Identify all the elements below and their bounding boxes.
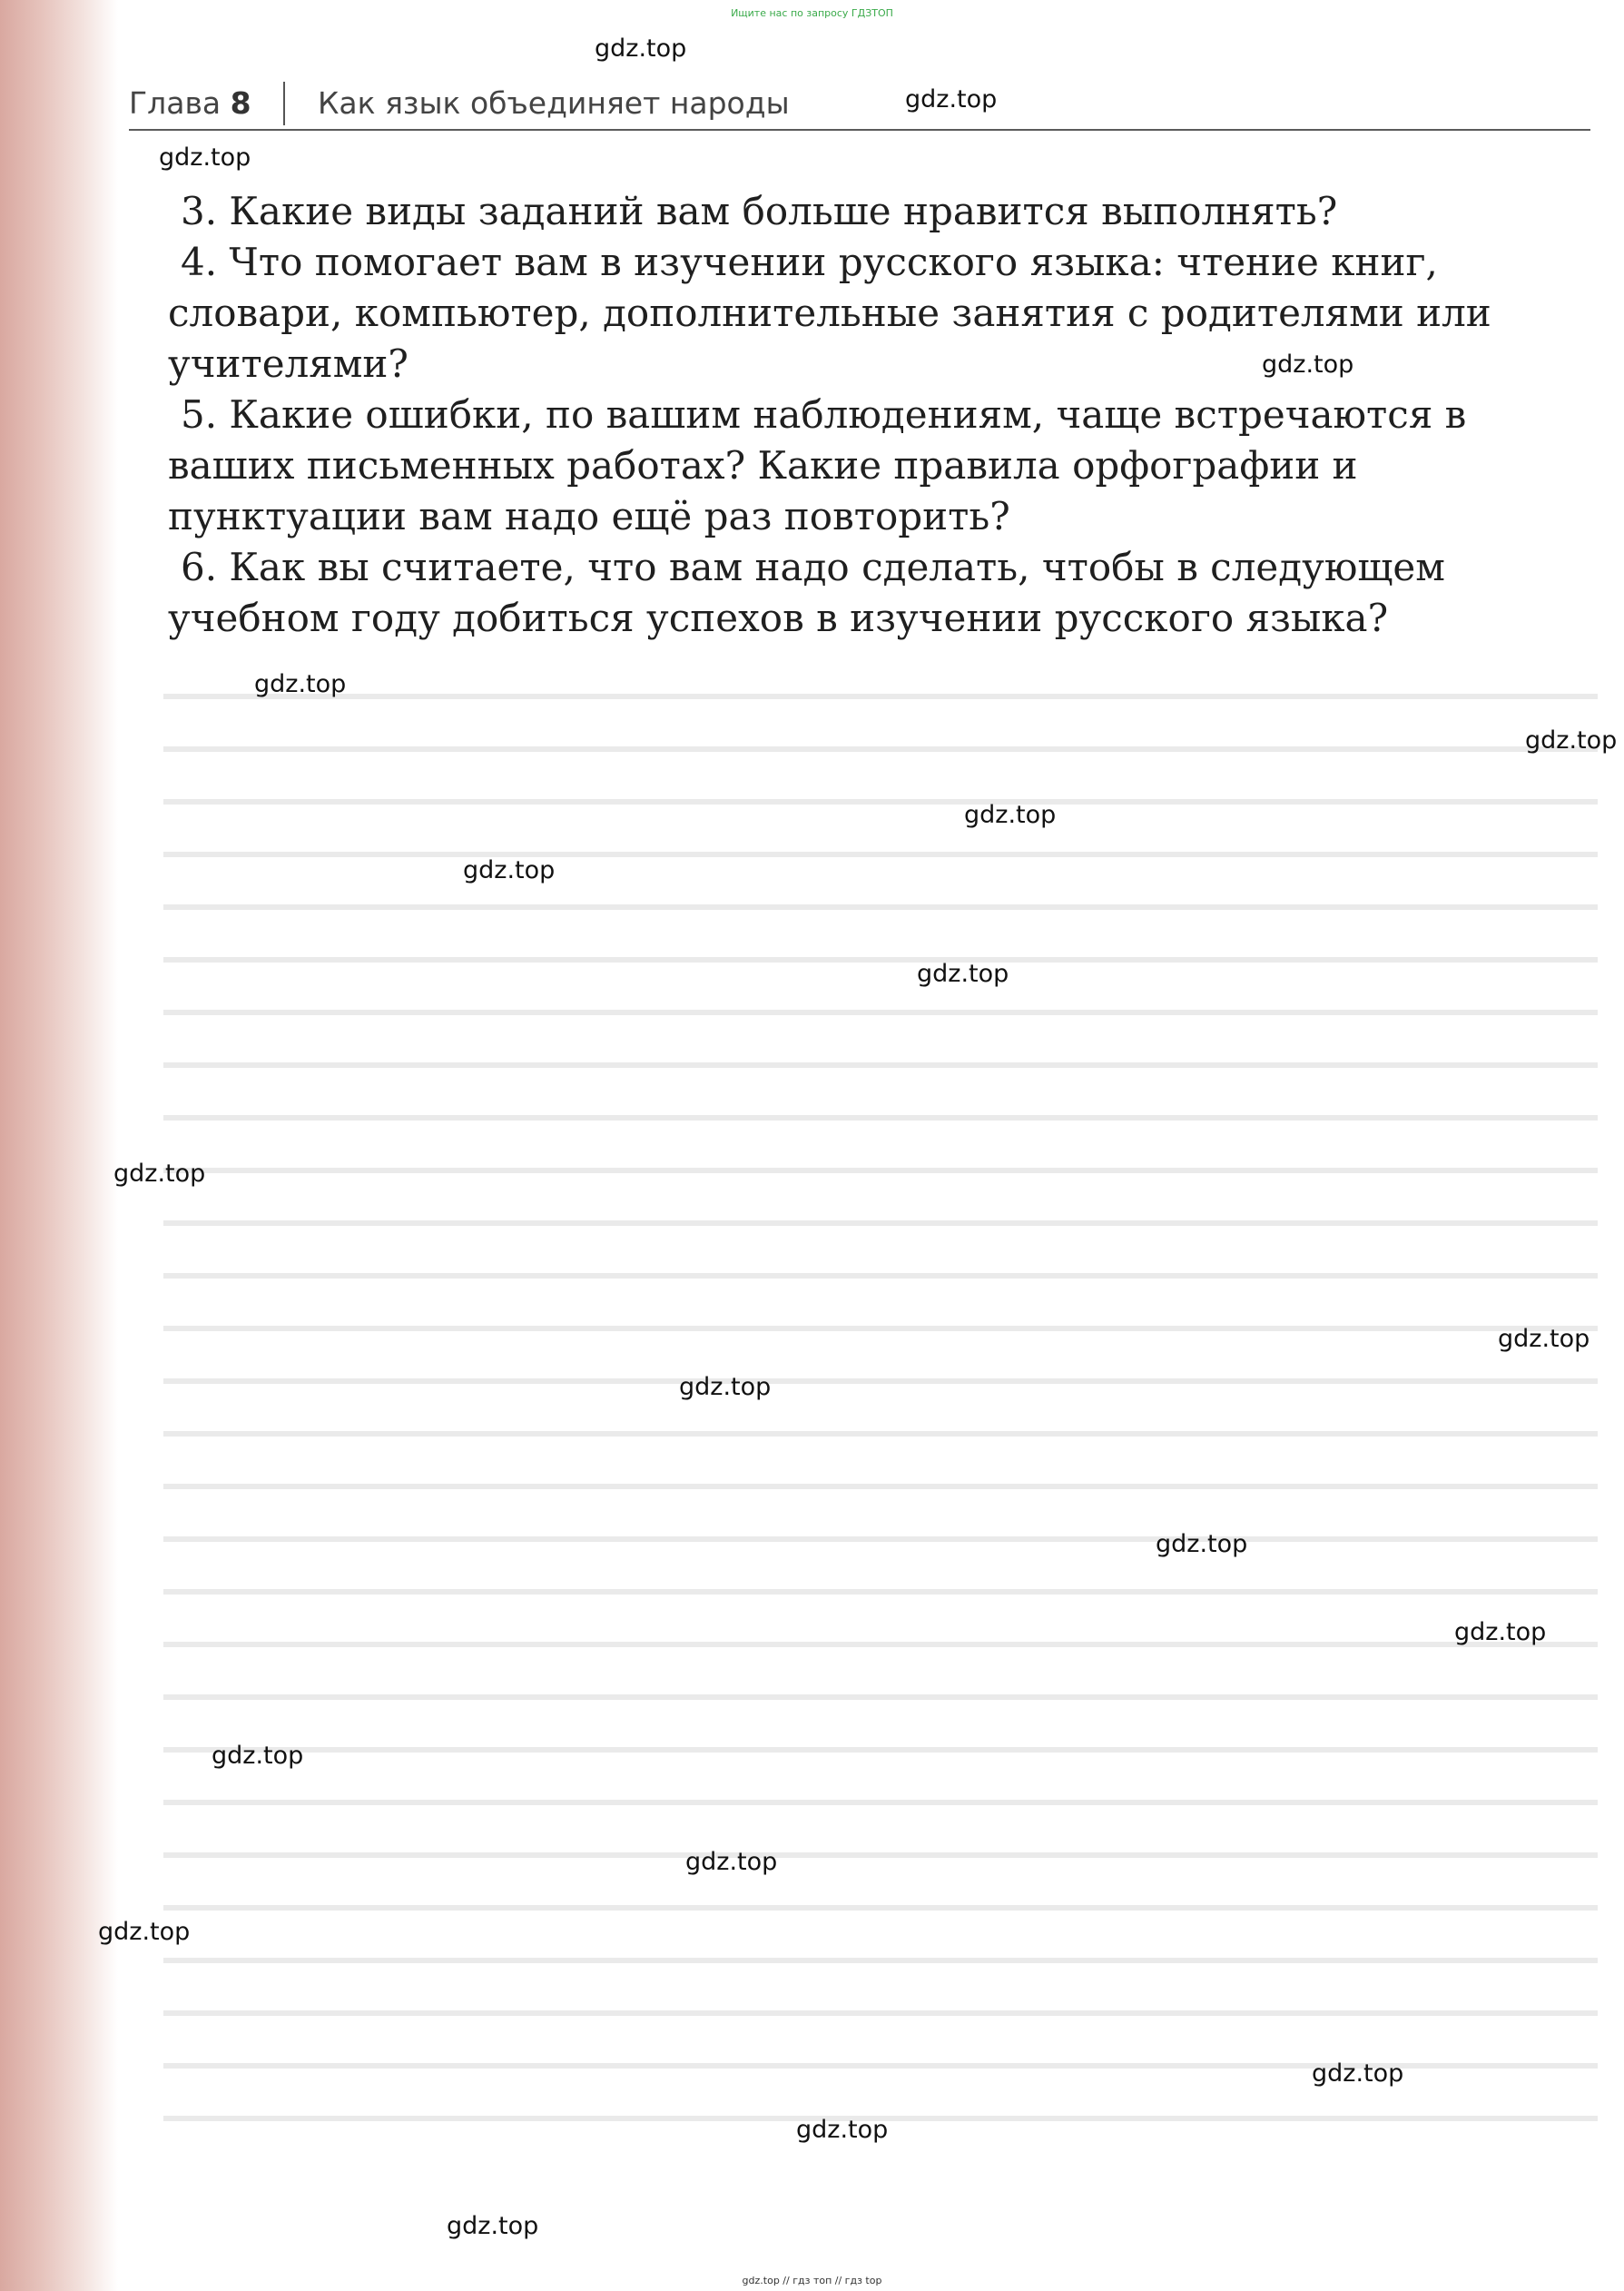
watermark: gdz.top [113, 1160, 206, 1188]
bottom-note: gdz.top // гдз топ // гдз top [742, 2275, 882, 2286]
watermark: gdz.top [679, 1373, 772, 1401]
watermark: gdz.top [964, 801, 1057, 829]
watermark: gdz.top [447, 2212, 539, 2240]
watermark: gdz.top [796, 2116, 889, 2144]
watermark: gdz.top [1454, 1618, 1547, 1646]
question-5: 5. Какие ошибки, по вашим наблюдениям, чаще встречаются в ваших письменных работах? Какие правила орфографии и пунктуации вам надо ещё раз повторить? [168, 392, 1467, 538]
show-through-text [163, 654, 1598, 2152]
watermark: gdz.top [1525, 726, 1618, 755]
questions-block [168, 186, 1593, 644]
chapter-title: Как язык объединяет народы [318, 85, 790, 121]
watermark: gdz.top [98, 1918, 191, 1946]
watermark: gdz.top [917, 960, 1009, 988]
question-4: 4. Что помогает вам в изучении русского языка: чтение книг, словари, компьютер, дополнительные занятия с родителями или учителями? [168, 240, 1491, 386]
top-note: Ищите нас по запросу ГДЗТОП [731, 7, 893, 19]
watermark: gdz.top [905, 85, 998, 114]
watermark: gdz.top [254, 670, 347, 698]
watermark: gdz.top [595, 35, 687, 63]
watermark: gdz.top [1312, 2059, 1404, 2088]
watermark: gdz.top [463, 856, 556, 884]
watermark: gdz.top [1262, 351, 1354, 379]
chapter-label: Глава 8 [129, 85, 251, 121]
page-edge-shadow [0, 0, 118, 2291]
page-header [129, 82, 1590, 131]
question-6: 6. Как вы считаете, что вам надо сделать, чтобы в следующем учебном году добиться успехов в изучении русского языка? [168, 545, 1445, 640]
watermark: gdz.top [1498, 1325, 1590, 1353]
header-divider [283, 82, 285, 125]
watermark: gdz.top [159, 143, 251, 172]
question-3: 3. Какие виды заданий вам больше нравится выполнять? [181, 189, 1338, 233]
watermark: gdz.top [212, 1742, 304, 1770]
watermark: gdz.top [1156, 1530, 1248, 1558]
chapter-number: 8 [230, 85, 251, 121]
watermark: gdz.top [685, 1848, 778, 1876]
